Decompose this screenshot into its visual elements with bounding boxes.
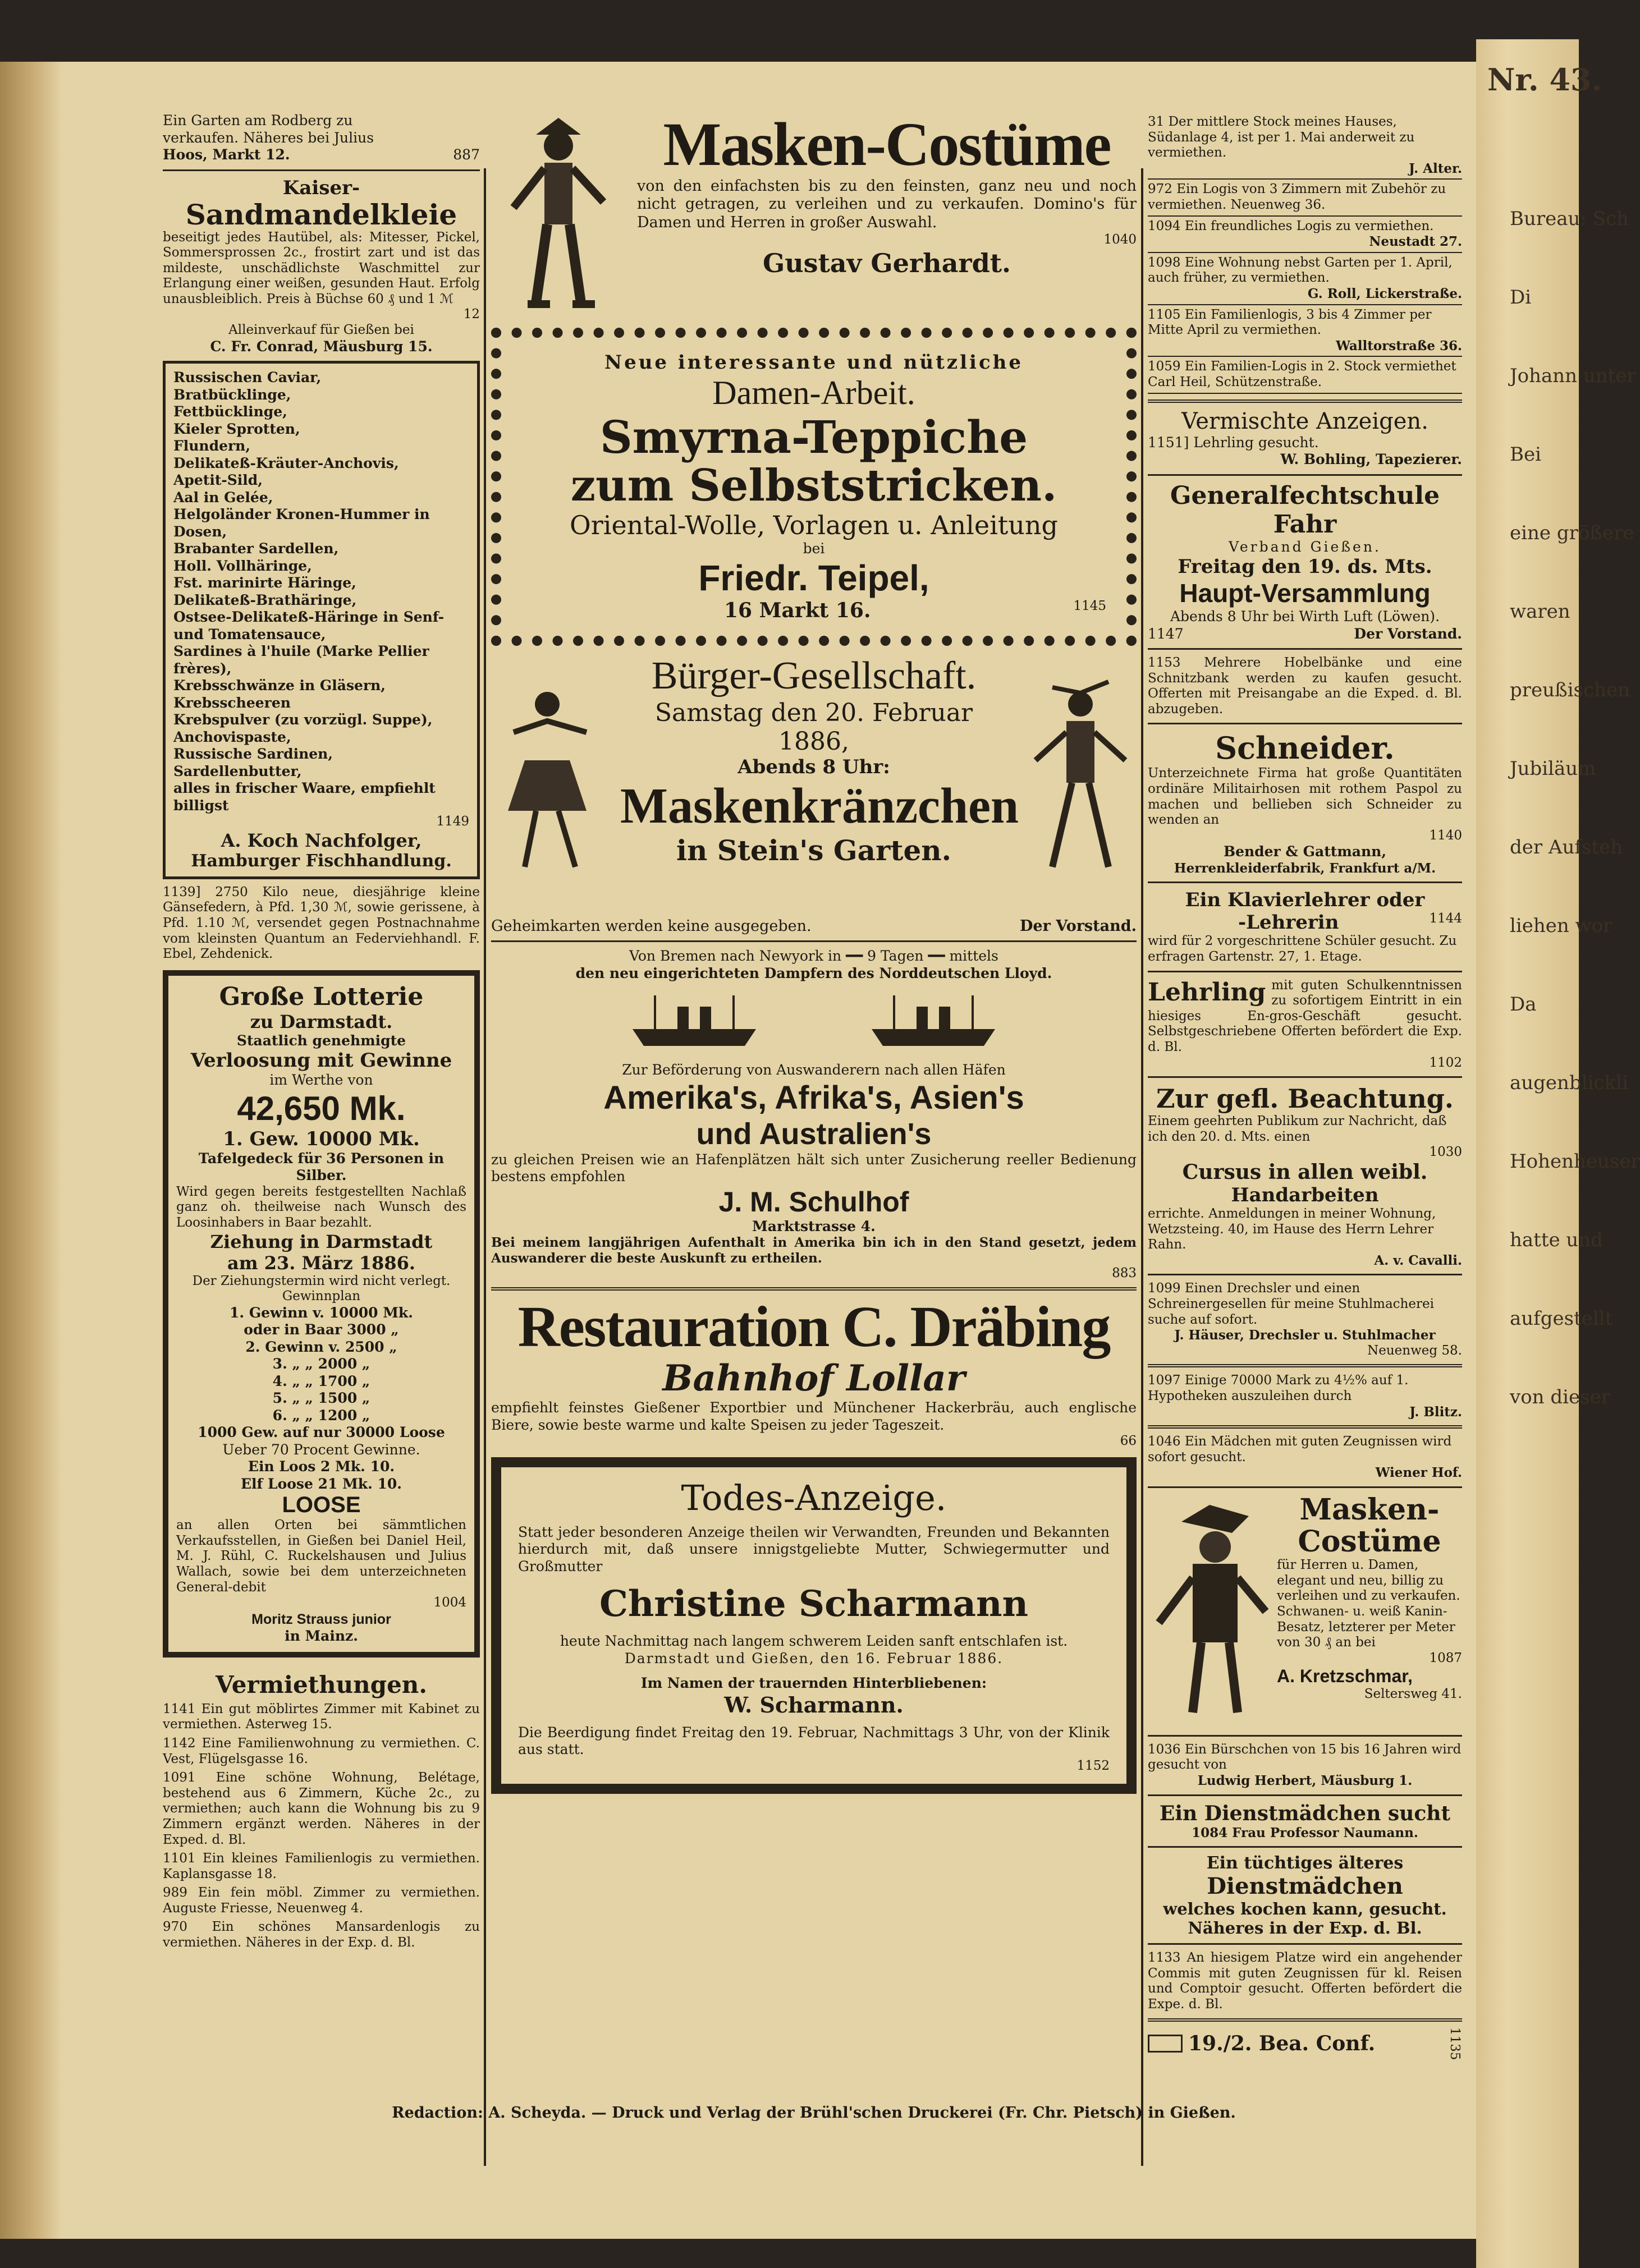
buerger-title: Bürger-Gesellschaft. bbox=[651, 654, 977, 698]
kostume-ad bbox=[1148, 1494, 1462, 1729]
garten-line3: Hoos, Markt 12. bbox=[163, 146, 290, 163]
masken-name: Gustav Gerhardt. bbox=[762, 247, 1011, 278]
lloyd-ad bbox=[491, 948, 1137, 1282]
drechsler-sign: J. Häuser, Drechsler u. Stuhlmacher bbox=[1174, 1328, 1436, 1343]
harlequin-figure-icon bbox=[502, 112, 615, 320]
lotterie-number: 1004 bbox=[433, 1595, 466, 1610]
todes-body: Statt jeder besonderen Anzeige theilen wir Verwandten, Freunden und Bekannten hierdurch mit, daß unsere innigstgeliebte Mutter, Schwiegermutter und Großmutter bbox=[518, 1523, 1110, 1574]
edge-number: Nr. 43. bbox=[1487, 62, 1602, 98]
hobel-ad: 1153 Mehrere Hobelbänke und eine Schnitzbank werden zu kaufen gesucht. Offerten mit Preisangabe an die Exped. d. Bl. abzugeben. bbox=[1148, 655, 1462, 717]
small-ad-text: 1098 Eine Wohnung nebst Garten per 1. April, auch früher, zu vermiethen. bbox=[1148, 255, 1453, 286]
edge-fragment: eine größere bbox=[1510, 522, 1634, 544]
divider bbox=[1148, 1486, 1462, 1488]
todes-anzeige bbox=[491, 1457, 1137, 1794]
tuechtig-line1: Ein tüchtiges älteres bbox=[1206, 1853, 1404, 1874]
klavier-title: Ein Klavierlehrer oder bbox=[1185, 889, 1425, 912]
general-date: Freitag den 19. ds. Mts. bbox=[1178, 555, 1432, 578]
vermiethungen-small-ads bbox=[1148, 112, 1462, 394]
delikatessen-item: Krebspulver (zu vorzügl. Suppe), bbox=[173, 711, 433, 728]
delikatessen-item: Fettbücklinge, bbox=[173, 403, 287, 420]
small-ad-text: 972 Ein Logis von 3 Zimmern mit Zubehör zu vermiethen. Neuenweg 36. bbox=[1148, 182, 1446, 212]
divider bbox=[1148, 1076, 1462, 1078]
divider bbox=[1148, 971, 1462, 972]
schneider-title: Schneider. bbox=[1215, 730, 1395, 766]
divider bbox=[1148, 1364, 1462, 1367]
schneider-number: 1140 bbox=[1429, 828, 1462, 843]
todes-title: Todes-Anzeige. bbox=[681, 1477, 947, 1518]
buerger-date: Samstag den 20. Februar 1886, bbox=[654, 699, 973, 756]
lotterie-ad bbox=[163, 970, 480, 1658]
delikatessen-ad bbox=[163, 361, 480, 879]
lloyd-name: J. M. Schulhof bbox=[718, 1186, 909, 1218]
buerger-note: Geheimkarten werden keine ausgegeben. bbox=[491, 917, 812, 935]
beachtung-title: Zur gefl. Beachtung. bbox=[1156, 1084, 1454, 1114]
lotterie-prize: 3. „ „ 2000 „ bbox=[272, 1356, 370, 1372]
general-sign: Der Vorstand. bbox=[1354, 625, 1462, 642]
lotterie-body: Wird gegen bereits festgestellten Nachlaß ganz oh. theilweise nach Wunsch des Loosinhabers in Baar bezahlt. bbox=[176, 1184, 466, 1230]
buerger-ad bbox=[491, 654, 1137, 917]
delikatessen-item: Krebsscheeren bbox=[173, 694, 291, 711]
vermiethungen-title: Vermiethungen. bbox=[216, 1670, 427, 1698]
kostume-title: Masken- bbox=[1299, 1492, 1440, 1527]
vermischte-title: Vermischte Anzeigen. bbox=[1181, 408, 1428, 434]
lotterie-loose: LOOSE bbox=[282, 1493, 361, 1518]
small-ad-text: 1105 Ein Familienlogis, 3 bis 4 Zimmer per Mitte April zu vermiethen. bbox=[1148, 307, 1432, 338]
small-ad-sign: Neustadt 27. bbox=[1369, 234, 1462, 250]
garten-line2: verkaufen. Näheres bei Julius bbox=[163, 129, 374, 146]
kostume-number: 1087 bbox=[1429, 1650, 1462, 1665]
lotterie-prize: 4. „ „ 1700 „ bbox=[272, 1372, 370, 1389]
lotterie-loos1: Ein Loos 2 Mk. 10. bbox=[248, 1458, 395, 1475]
delikatessen-firm2: Hamburger Fischhandlung. bbox=[191, 851, 452, 871]
book-binding bbox=[0, 62, 62, 2239]
vermiethung-item: 970 Ein schönes Mansardenlogis zu vermiethen. Näheres in der Exp. d. Bl. bbox=[163, 1920, 480, 1950]
restauration-body: empfiehlt feinstes Gießener Exportbier und Münchener Hackerbräu, auch englische Biere, sowie beste warme und kalte Speisen zu jeder Tageszeit. bbox=[491, 1399, 1137, 1433]
lotterie-ueber: Ueber 70 Procent Gewinne. bbox=[222, 1441, 420, 1458]
lloyd-addr: Marktstrasse 4. bbox=[752, 1218, 876, 1234]
delikatessen-item: Apetit-Sild, bbox=[173, 472, 263, 489]
edge-fragment: Johann unter bbox=[1510, 365, 1636, 387]
klavier-title2: -Lehrerin bbox=[1238, 911, 1339, 934]
gaensefedern-ad: 1139] 2750 Kilo neue, diesjährige kleine Gänsefedern, à Pfd. 1,30 ℳ, sowie gerissene, à Pfd. 1.10 ℳ, versendet gegen Postnachnahme vom kleinsten Quantum an Federviehhandl. F. Ebel, Zehdenick. bbox=[163, 884, 480, 962]
lotterie-loos11: Elf Loose 21 Mk. 10. bbox=[240, 1475, 402, 1492]
delikatessen-item: Aal in Gelée, bbox=[173, 489, 273, 506]
beachtung-ad bbox=[1148, 1084, 1462, 1268]
lotterie-line2: Verloosung mit Gewinne bbox=[190, 1049, 452, 1072]
edge-fragment: aufgestellt bbox=[1510, 1307, 1613, 1330]
lloyd-line2: den neu eingerichteten Dampfern des Norddeutschen Lloyd. bbox=[575, 965, 1052, 981]
edge-fragment: Di bbox=[1510, 286, 1532, 309]
divider bbox=[1148, 400, 1462, 403]
beachtung-c1: Cursus in allen weibl. bbox=[1182, 1160, 1428, 1184]
lloyd-line3: Zur Beförderung von Auswanderern nach allen Häfen bbox=[622, 1062, 1006, 1078]
edge-fragment: Jubiläum bbox=[1510, 757, 1596, 780]
kaiser-sale: Alleinverkauf für Gießen bei bbox=[228, 323, 414, 338]
dienst-text: 1084 Frau Professor Naumann. bbox=[1192, 1825, 1418, 1840]
small-ad bbox=[1148, 253, 1462, 305]
schneider-firm: Bender & Gattmann, bbox=[1223, 843, 1387, 860]
beachtung-sign: A. v. Cavalli. bbox=[1374, 1252, 1462, 1268]
buerger-event: Maskenkränzchen bbox=[620, 778, 1019, 834]
smyrna-name: Friedr. Teipel, bbox=[698, 558, 929, 599]
divider bbox=[1148, 1794, 1462, 1796]
lotterie-first: 1. Gew. 10000 Mk. bbox=[223, 1127, 420, 1150]
maedchen-ad: 1046 Ein Mädchen mit guten Zeugnissen wird sofort gesucht. bbox=[1148, 1434, 1452, 1464]
left-column bbox=[163, 112, 480, 2143]
garten-number: 887 bbox=[453, 146, 480, 163]
column-rule bbox=[1141, 168, 1143, 2166]
edge-fragment: preußischen bbox=[1510, 679, 1630, 701]
lloyd-line5: und Australien's bbox=[696, 1117, 932, 1151]
lotterie-prize: 5. „ „ 1500 „ bbox=[272, 1390, 370, 1407]
klavier-number: 1144 bbox=[1429, 911, 1462, 926]
tuechtig-line4: Näheres in der Exp. d. Bl. bbox=[1188, 1918, 1422, 1938]
lotterie-termin: Der Ziehungstermin wird nicht verlegt. bbox=[192, 1273, 451, 1288]
delikatessen-item: Holl. Vollhäringe, bbox=[173, 557, 312, 574]
delikatessen-item: Delikateß-Brathäringe, bbox=[173, 591, 357, 608]
general-ad bbox=[1148, 481, 1462, 643]
delikatessen-item: Fst. marinirte Häringe, bbox=[173, 575, 356, 591]
lotterie-ziehung: Ziehung in Darmstadt bbox=[210, 1231, 433, 1252]
buerschchen-ad: 1036 Ein Bürschchen von 15 bis 16 Jahren wird gesucht von bbox=[1148, 1742, 1462, 1773]
todes-number: 1152 bbox=[1076, 1758, 1110, 1773]
restauration-ad bbox=[491, 1296, 1137, 1449]
drechsler-text: 1099 Einen Drechsler und einen Schreinergesellen für meine Stuhlmacherei suche auf sofort. bbox=[1148, 1281, 1434, 1327]
divider bbox=[1148, 1425, 1462, 1429]
divider bbox=[1148, 723, 1462, 724]
buerger-place: in Stein's Garten. bbox=[676, 834, 952, 867]
vermiethung-item: 1142 Eine Familienwohnung zu vermiethen. C. Vest, Flügelsgasse 16. bbox=[163, 1736, 480, 1766]
page-footer: Redaction: A. Scheyda. — Druck und Verlag der Brühl'schen Druckerei (Fr. Chr. Pietsch) in Gießen. bbox=[392, 2104, 1236, 2122]
general-title: Generalfechtschule Fahr bbox=[1170, 481, 1440, 539]
edge-fragment: Bureau: Sch bbox=[1510, 208, 1629, 230]
lloyd-line4: Amerika's, Afrika's, Asien's bbox=[603, 1079, 1024, 1116]
smyrna-line5: Oriental-Wolle, Vorlagen u. Anleitung bbox=[570, 509, 1058, 540]
lloyd-number: 883 bbox=[1112, 1266, 1137, 1281]
kaiser-number: 12 bbox=[463, 307, 480, 322]
buerschchen-sign: Ludwig Herbert, Mäusburg 1. bbox=[1197, 1773, 1413, 1789]
drechsler-ad bbox=[1148, 1281, 1462, 1358]
smyrna-number: 1145 bbox=[1073, 599, 1106, 614]
delikatessen-item: Russische Sardinen, bbox=[173, 746, 333, 763]
edge-fragment: Hohenheuser bbox=[1510, 1150, 1640, 1173]
divider bbox=[1148, 882, 1462, 883]
divider bbox=[1148, 474, 1462, 476]
lehrling2-title: Lehrling bbox=[1148, 977, 1266, 1007]
edge-fragment: Bei bbox=[1510, 443, 1541, 466]
general-number: 1147 bbox=[1148, 625, 1184, 642]
lehrling-text: 1151] Lehrling gesucht. bbox=[1148, 434, 1319, 451]
delikatessen-item: Anchovispaste, bbox=[173, 728, 291, 745]
delikatessen-item: Ostsee-Delikateß-Häringe in Senf- und Tomatensauce, bbox=[173, 609, 445, 642]
general-event: Haupt-Versammlung bbox=[1179, 579, 1431, 608]
small-ad bbox=[1148, 357, 1462, 393]
column-rule bbox=[484, 168, 486, 2166]
divider bbox=[1148, 1943, 1462, 1945]
lehrling2-number: 1102 bbox=[1429, 1055, 1462, 1070]
smyrna-ad bbox=[491, 328, 1137, 646]
small-ad-text: 1059 Ein Familien-Logis in 2. Stock vermiethet Carl Heil, Schützenstraße. bbox=[1148, 359, 1456, 389]
newspaper-page bbox=[0, 62, 1487, 2239]
delikatessen-firm: A. Koch Nachfolger, bbox=[221, 829, 422, 851]
lloyd-line6: zu gleichen Preisen wie an Hafenplätzen hält sich unter Zusicherung reeller Bedienung bestens empfohlen bbox=[491, 1151, 1137, 1185]
delikatessen-item: Russischen Caviar, bbox=[173, 369, 322, 386]
kaiser-body: beseitigt jedes Hautübel, als: Mitesser, Pickel, Sommersprossen 2c., frostirt zart und ist das mildeste, unschädlichste Waschmittel zur Erlangung einer weißen, gesunden Haut. Erfolg unausbleiblich. Preis à Büchse 60 ₰ und 1 ℳ bbox=[163, 229, 480, 306]
restauration-number: 66 bbox=[1120, 1434, 1137, 1449]
edge-fragment: der Aufsteh bbox=[1510, 836, 1623, 858]
delikatessen-item: Flundern, bbox=[173, 438, 251, 454]
small-ad-sign: Walltorstraße 36. bbox=[1335, 338, 1462, 353]
divider bbox=[1148, 1846, 1462, 1848]
delikatessen-item: Krebsschwänze in Gläsern, bbox=[173, 677, 386, 694]
lehrling-sign: W. Bohling, Tapezierer. bbox=[1280, 451, 1462, 467]
conf-number: 1135 bbox=[1447, 2027, 1462, 2060]
lotterie-prize: 6. „ „ 1200 „ bbox=[272, 1407, 370, 1424]
drechsler-addr: Neuenweg 58. bbox=[1367, 1343, 1462, 1358]
edge-fragment: augenblickli bbox=[1510, 1072, 1628, 1094]
delikatessen-item: Delikateß-Kräuter-Anchovis, bbox=[173, 454, 399, 471]
lotterie-sub: zu Darmstadt. bbox=[250, 1011, 393, 1032]
kostume-body: für Herren u. Damen, elegant und neu, billig zu verleihen und zu verkaufen. Schwanen- u. weiß Kanin-Besatz, letzterer per Meter von 30 ₰ an bei bbox=[1277, 1558, 1460, 1650]
masken-ad bbox=[491, 112, 1137, 320]
divider bbox=[1148, 648, 1462, 650]
maedchen-sign: Wiener Hof. bbox=[1375, 1465, 1462, 1481]
mark-ad: 1097 Einige 70000 Mark zu 4½% auf 1. Hypotheken auszuleihen durch bbox=[1148, 1373, 1409, 1403]
delikatessen-item: Brabanter Sardellen, bbox=[173, 540, 339, 557]
divider bbox=[1148, 2018, 1462, 2022]
tuechtig-line3: welches kochen kann, gesucht. bbox=[1163, 1899, 1447, 1919]
small-ad-sign: G. Roll, Lickerstraße. bbox=[1307, 286, 1462, 301]
small-ad bbox=[1148, 217, 1462, 253]
dienst-title: Ein Dienstmädchen sucht bbox=[1159, 1801, 1451, 1825]
kaiser-ad bbox=[163, 177, 480, 356]
vermiethung-item: 1091 Eine schöne Wohnung, Belétage, bestehend aus 6 Zimmern, Küche 2c., zu vermiethen; auch kann die Wohnung bis zu 9 Zimmern ergänzt werden. Näheres in der Exped. d. Bl. bbox=[163, 1770, 480, 1847]
delikatessen-item: Sardines à l'huile (Marke Pellier frères), bbox=[173, 643, 429, 677]
small-ad bbox=[1148, 180, 1462, 216]
todes-names: Im Namen der trauernden Hinterbliebenen: bbox=[640, 1675, 987, 1692]
smyrna-addr: 16 Markt 16. bbox=[723, 599, 871, 623]
garten-ad bbox=[163, 112, 480, 164]
costume-figure-icon bbox=[1148, 1499, 1271, 1724]
kostume-title2: Costüme bbox=[1298, 1525, 1441, 1559]
dancer-right-icon bbox=[1019, 676, 1137, 878]
divider bbox=[491, 940, 1137, 942]
lotterie-line1: Staatlich genehmigte bbox=[236, 1032, 406, 1049]
lotterie-prize: oder in Baar 3000 „ bbox=[244, 1321, 399, 1338]
delikatessen-item: Bratbücklinge, bbox=[173, 386, 291, 403]
beachtung-number: 1030 bbox=[1429, 1145, 1462, 1160]
delikatessen-item: Sardellenbutter, bbox=[173, 763, 302, 779]
tuechtig-line2: Dienstmädchen bbox=[1207, 1873, 1403, 1900]
small-ad-sign: J. Alter. bbox=[1409, 160, 1462, 176]
lloyd-line7: Bei meinem langjährigen Aufenthalt in Amerika bin ich in den Stand gesetzt, jedem Auswanderer die beste Auskunft zu ertheilen. bbox=[491, 1235, 1137, 1266]
checkbox-icon bbox=[1148, 2035, 1183, 2053]
todes-body2: heute Nachmittag nach langem schwerem Leiden sanft entschlafen ist. bbox=[560, 1633, 1068, 1650]
smyrna-line2: Damen-Arbeit. bbox=[712, 374, 915, 411]
conf-text: 19./2. Bea. Conf. bbox=[1188, 2031, 1376, 2055]
smyrna-line3: Smyrna-Teppiche bbox=[599, 411, 1028, 463]
delikatessen-item: alles in frischer Waare, empfiehlt billigst bbox=[173, 780, 436, 814]
edge-fragment: Da bbox=[1510, 993, 1537, 1016]
lloyd-line1: Von Bremen nach Newyork in ━━ 9 Tagen ━━ mittels bbox=[629, 948, 998, 965]
garten-line1: Ein Garten am Rodberg zu bbox=[163, 112, 353, 128]
steamship-icon bbox=[866, 990, 1001, 1052]
delikatessen-item: Helgoländer Kronen-Hummer in Dosen, bbox=[173, 506, 430, 540]
schneider-firm2: Herrenkleiderfabrik, Frankfurt a/M. bbox=[1174, 860, 1436, 876]
edge-fragment: hatte und bbox=[1510, 1229, 1603, 1251]
restauration-title: Restauration C. Dräbing bbox=[517, 1294, 1110, 1360]
lotterie-sign2: in Mainz. bbox=[285, 1628, 358, 1645]
delikatessen-list bbox=[173, 369, 469, 814]
lotterie-prize: 2. Gewinn v. 2500 „ bbox=[245, 1338, 397, 1355]
lotterie-prizes bbox=[176, 1305, 466, 1425]
masken-number: 1040 bbox=[1103, 232, 1137, 247]
dancer-left-icon bbox=[491, 676, 609, 878]
vermiethung-item: 989 Ein fein möbl. Zimmer zu vermiethen. Auguste Friesse, Neuenweg 4. bbox=[163, 1885, 480, 1916]
small-ad bbox=[1148, 305, 1462, 357]
lotterie-sign: Moritz Strauss junior bbox=[251, 1611, 391, 1627]
klavier-body: wird für 2 vorgeschrittene Schüler gesucht. Zu erfragen Gartenstr. 27, 1. Etage. bbox=[1148, 934, 1457, 965]
todes-name: Christine Scharmann bbox=[599, 1583, 1029, 1626]
smyrna-line1: Neue interessante und nützliche bbox=[604, 351, 1023, 374]
masken-body: von den einfachsten bis zu den feinsten, ganz neu und noch nicht getragen, zu verleihen und zu verkaufen. Domino's für Damen und Herren in großer Auswahl. bbox=[637, 177, 1137, 232]
lotterie-line3: im Werthe von bbox=[269, 1072, 373, 1089]
divider bbox=[491, 1287, 1137, 1291]
next-page-edge bbox=[1476, 39, 1640, 2268]
kaiser-seller: C. Fr. Conrad, Mäusburg 15. bbox=[210, 338, 433, 355]
todes-sign: W. Scharmann. bbox=[724, 1692, 904, 1718]
buerger-time: Abends 8 Uhr: bbox=[737, 756, 890, 779]
masken-title: Masken-Costüme bbox=[663, 110, 1111, 178]
todes-funeral: Die Beerdigung findet Freitag den 19. Februar, Nachmittags 3 Uhr, von der Klinik aus statt. bbox=[518, 1724, 1110, 1758]
edge-fragment: liehen wor bbox=[1510, 915, 1612, 937]
small-ad bbox=[1148, 112, 1462, 180]
kostume-addr: Seltersweg 41. bbox=[1364, 1687, 1462, 1702]
beachtung-body: Einem geehrten Publikum zur Nachricht, daß ich den 20. d. Mts. einen bbox=[1148, 1114, 1447, 1144]
edge-fragment: waren bbox=[1510, 600, 1570, 623]
lotterie-orte: an allen Orten bei sämmtlichen Verkaufsstellen, in Gießen bei Daniel Heil, M. J. Rühl, C. Ruckelshausen und Julius Wallach, sowie bei dem unterzeichneten General-debit bbox=[176, 1518, 466, 1595]
divider bbox=[163, 169, 480, 171]
kaiser-title: Kaiser- bbox=[282, 176, 360, 199]
right-column bbox=[1148, 112, 1462, 2143]
lotterie-total: 1000 Gew. auf nur 30000 Loose bbox=[198, 1424, 445, 1441]
divider bbox=[1148, 1735, 1462, 1737]
smyrna-line4: zum Selbststricken. bbox=[570, 460, 1057, 511]
lotterie-amount: 42,650 Mk. bbox=[237, 1089, 406, 1127]
general-body: Abends 8 Uhr bei Wirth Luft (Löwen). bbox=[1170, 608, 1440, 625]
klavier-ad bbox=[1148, 889, 1462, 965]
delikatessen-number: 1149 bbox=[436, 814, 469, 829]
kaiser-title2: Sandmandelkleie bbox=[185, 198, 457, 231]
todes-place: Darmstadt und Gießen, den 16. Februar 1886. bbox=[624, 1650, 1004, 1666]
beachtung-body2: errichte. Anmeldungen in meiner Wohnung, Wetzsteing. 40, im Hause des Herrn Lehrer Rahn. bbox=[1148, 1206, 1436, 1252]
smyrna-line6: bei bbox=[803, 540, 825, 557]
general-sub: Verband Gießen. bbox=[1229, 538, 1381, 555]
lotterie-prize: 1. Gewinn v. 10000 Mk. bbox=[230, 1304, 413, 1321]
commis-ad: 1133 An hiesigem Platze wird ein angehender Commis mit guten Zeugnissen für kl. Reisen und Comptoir gesucht. Offerten befördert die Expe. d. Bl. bbox=[1148, 1950, 1462, 2012]
delikatessen-item: Kieler Sprotten, bbox=[173, 420, 300, 437]
lotterie-date: am 23. März 1886. bbox=[227, 1252, 416, 1274]
mark-sign: J. Blitz. bbox=[1409, 1404, 1462, 1420]
buerger-sign: Der Vorstand. bbox=[1020, 917, 1137, 935]
tuechtig-ad bbox=[1148, 1853, 1462, 1938]
kostume-name: A. Kretzschmar, bbox=[1277, 1666, 1413, 1687]
edge-fragment: von dieser bbox=[1510, 1386, 1610, 1408]
schneider-body: Unterzeichnete Firma hat große Quantitäten ordinäre Militairhosen mit rothem Paspol zu machen und bellieben sich Schneider zu wenden an bbox=[1148, 766, 1462, 828]
vermiethungen-list bbox=[163, 1702, 480, 1951]
vermiethung-item: 1101 Ein kleines Familienlogis zu vermiethen. Kaplansgasse 18. bbox=[163, 1851, 480, 1881]
middle-column bbox=[491, 112, 1137, 2143]
small-ad-text: 31 Der mittlere Stock meines Hauses, Südanlage 4, ist per 1. Mai anderweit zu vermiethen. bbox=[1148, 114, 1415, 160]
beachtung-c2: Handarbeiten bbox=[1231, 1183, 1379, 1206]
schneider-ad bbox=[1148, 730, 1462, 876]
steamship-icon bbox=[627, 990, 762, 1052]
lotterie-plan: Gewinnplan bbox=[282, 1289, 361, 1304]
restauration-sub: Bahnhof Lollar bbox=[662, 1357, 965, 1400]
vermiethung-item: 1141 Ein gut möblirtes Zimmer mit Kabinet zu vermiethen. Asterweg 15. bbox=[163, 1701, 480, 1732]
small-ad-text: 1094 Ein freundliches Logis zu vermiethen. bbox=[1148, 218, 1434, 233]
lehrling2-ad bbox=[1148, 978, 1462, 1071]
lotterie-title: Große Lotterie bbox=[219, 982, 424, 1011]
divider bbox=[1148, 1274, 1462, 1275]
lotterie-tafel: Tafelgedeck für 36 Personen in Silber. bbox=[198, 1150, 445, 1184]
lehrling2-body: mit guten Schulkenntnissen zu sofortigem Eintritt in ein hiesiges En-gros-Geschäft gesucht. Selbstgeschriebene Offerten befördert die Exp. d. Bl. bbox=[1148, 977, 1462, 1054]
